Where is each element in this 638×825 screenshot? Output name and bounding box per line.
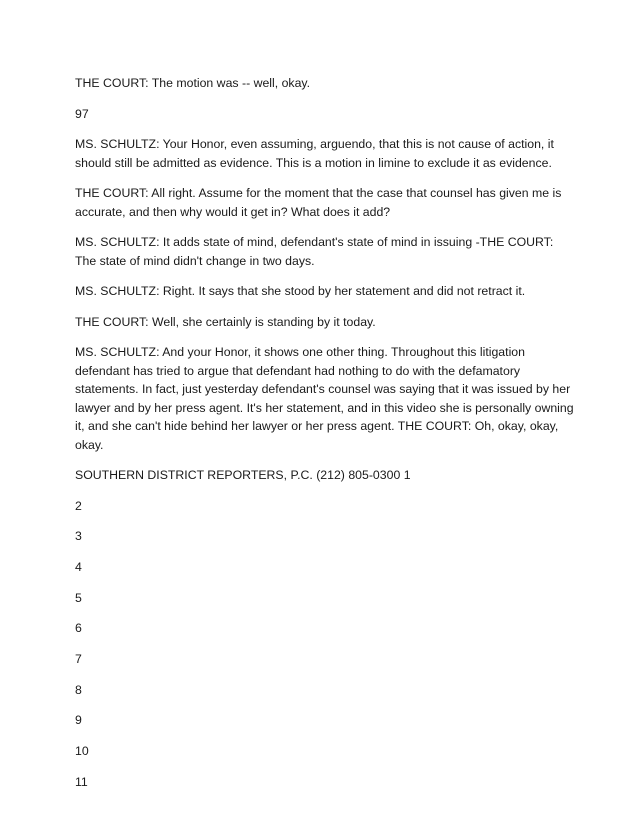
line-number: 9	[75, 713, 82, 728]
line-number: 5	[75, 590, 82, 605]
court-line-assume: THE COURT: All right. Assume for the moment that the case that counsel has given me is accurate, and then why would it get in? What does it add?	[75, 186, 562, 219]
line-number: 3	[75, 529, 82, 544]
transcript-page	[75, 74, 575, 803]
schultz-line-right: MS. SCHULTZ: Right. It says that she stood by her statement and did not retract it.	[75, 284, 526, 298]
line-number: 10	[75, 744, 89, 758]
schultz-line-other-thing: MS. SCHULTZ: And your Honor, it shows one other thing. Throughout this litigation defendant has tried to argue that defendant had nothing to do with the defamatory statements. In fact, just yesterday defendant's counsel was saying that it was issued by her lawyer and by her press agent. It's her statement, and in this video she is personally owning it, and she can't hide behind her lawyer or her press agent. THE COURT: Oh, okay, okay, okay.	[75, 345, 574, 452]
court-line-motion: THE COURT: The motion was -- well, okay.	[75, 76, 311, 90]
line-number: 4	[75, 559, 82, 574]
schultz-line-evidence: MS. SCHULTZ: Your Honor, even assuming, arguendo, that this is not cause of action, it should still be admitted as evidence. This is a motion in limine to exclude it as evidence.	[75, 137, 554, 170]
schultz-line-state-of-mind: MS. SCHULTZ: It adds state of mind, defendant's state of mind in issuing -THE COURT: The state of mind didn't change in two days.	[75, 235, 554, 268]
court-line-standing: THE COURT: Well, she certainly is standing by it today.	[75, 314, 376, 329]
line-number: 11	[75, 774, 88, 789]
line-number: 2	[75, 498, 82, 513]
line-number: 7	[75, 651, 82, 666]
reporter-footer: SOUTHERN DISTRICT REPORTERS, P.C. (212) 805-0300 1	[75, 468, 411, 482]
line-number: 6	[75, 621, 82, 636]
page-number: 97	[75, 106, 89, 121]
line-number: 8	[75, 682, 82, 697]
